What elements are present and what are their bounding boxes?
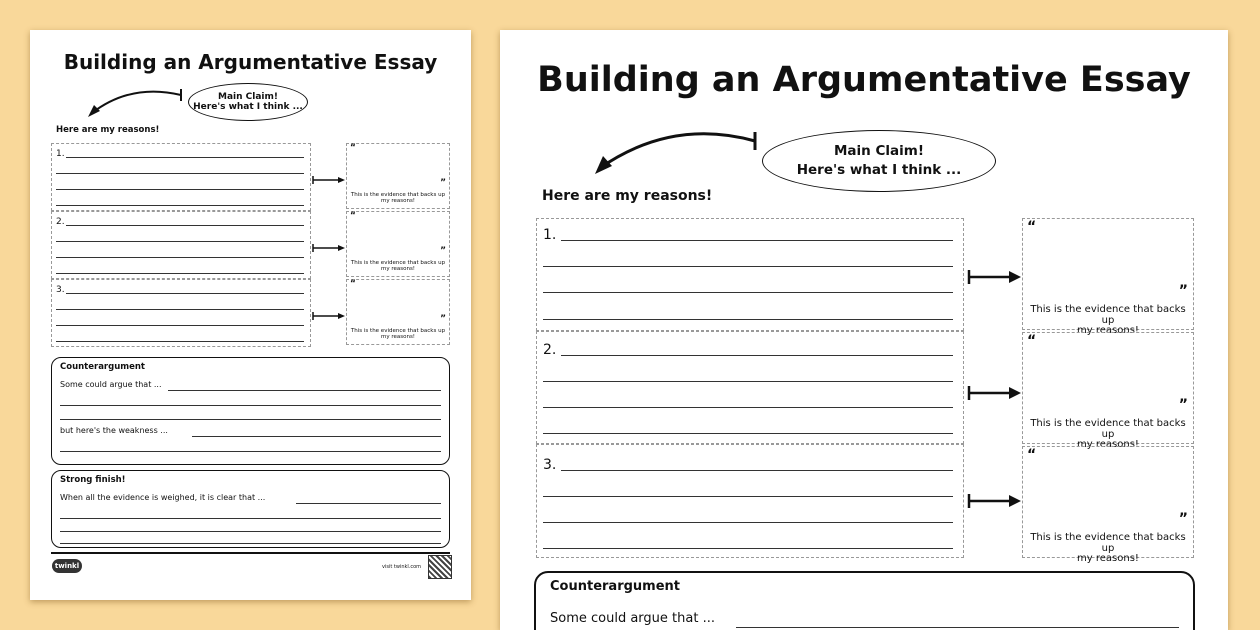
evidence-box-2 — [346, 211, 450, 277]
main-claim-label: Main Claim! — [834, 143, 924, 160]
evidence-caption: This is the evidence that backs up — [350, 328, 446, 334]
evidence-caption: This is the evidence that backs up — [1030, 304, 1186, 326]
reasons-heading: Here are my reasons! — [542, 188, 713, 204]
reason-number: 1. — [543, 227, 557, 243]
curved-arrow-icon — [592, 124, 762, 184]
main-claim-cloud — [188, 83, 308, 121]
counterargument-heading: Counterargument — [550, 579, 680, 594]
weakness-prompt: but here's the weakness ... — [60, 426, 168, 435]
open-quote: “ — [350, 143, 356, 153]
evidence-box-3 — [1022, 446, 1194, 564]
main-claim-cloud — [762, 130, 996, 192]
footer-url: visit twinkl.com — [382, 564, 422, 570]
reason-number: 2. — [543, 342, 557, 358]
reason-number: 3. — [56, 285, 65, 295]
main-claim-label: Main Claim! — [218, 92, 278, 102]
reason-box-3 — [51, 279, 311, 347]
evidence-box-2 — [1022, 332, 1194, 450]
close-quote: ” — [440, 314, 446, 324]
open-quote: “ — [1027, 333, 1037, 349]
close-quote: ” — [440, 246, 446, 256]
close-quote: ” — [1178, 283, 1188, 299]
evidence-caption-2: my reasons! — [1077, 553, 1139, 564]
reason-box-2 — [51, 211, 311, 279]
reason-box-2 — [536, 331, 964, 444]
worksheet-preview-small — [30, 30, 471, 600]
reasons-heading: Here are my reasons! — [56, 125, 160, 135]
open-quote: “ — [1027, 219, 1037, 235]
evidence-box-1 — [1022, 218, 1194, 336]
strong-finish-box — [51, 470, 450, 548]
qr-code-icon — [428, 555, 452, 579]
counter-prompt: Some could argue that ... — [60, 380, 162, 389]
page-title: Building an Argumentative Essay — [537, 60, 1191, 100]
counterargument-box — [51, 357, 450, 465]
strong-finish-heading: Strong finish! — [60, 475, 126, 485]
reason-number: 3. — [543, 457, 557, 473]
page-title: Building an Argumentative Essay — [63, 50, 438, 74]
reason-number: 1. — [56, 149, 65, 159]
counterargument-heading: Counterargument — [60, 362, 145, 372]
close-quote: ” — [1178, 511, 1188, 527]
close-quote: ” — [1178, 397, 1188, 413]
reason-box-1 — [51, 143, 311, 211]
footer-divider — [51, 552, 450, 554]
twinkl-logo: twinkl — [52, 559, 82, 573]
evidence-caption-2: my reasons! — [1077, 325, 1139, 336]
evidence-caption: This is the evidence that backs up — [350, 260, 446, 266]
open-quote: “ — [350, 279, 356, 289]
reason-box-1 — [536, 218, 964, 331]
reason-box-3 — [536, 444, 964, 558]
evidence-caption: This is the evidence that backs up — [350, 192, 446, 198]
evidence-caption-2: my reasons! — [380, 197, 416, 204]
worksheet-preview-large — [500, 30, 1228, 630]
evidence-box-3 — [346, 279, 450, 345]
open-quote: “ — [350, 211, 356, 221]
open-quote: “ — [1027, 447, 1037, 463]
close-quote: ” — [440, 178, 446, 188]
evidence-caption: This is the evidence that backs up — [1030, 418, 1186, 440]
arrow-right-icon — [312, 244, 346, 252]
arrow-right-icon — [312, 176, 346, 184]
arrow-right-icon — [312, 312, 346, 320]
curved-arrow-icon — [86, 85, 186, 120]
evidence-caption-2: my reasons! — [380, 333, 416, 340]
evidence-box-1 — [346, 143, 450, 209]
counterargument-box — [534, 571, 1195, 630]
arrow-right-icon — [967, 494, 1023, 508]
evidence-caption-2: my reasons! — [380, 265, 416, 272]
evidence-caption-2: my reasons! — [1077, 439, 1139, 450]
arrow-right-icon — [967, 386, 1023, 400]
reason-number: 2. — [56, 217, 65, 227]
main-claim-subtitle: Here's what I think ... — [796, 162, 962, 178]
main-claim-subtitle: Here's what I think ... — [193, 102, 303, 112]
arrow-right-icon — [967, 270, 1023, 284]
evidence-caption: This is the evidence that backs up — [1030, 532, 1186, 554]
counter-prompt: Some could argue that ... — [550, 611, 715, 626]
finish-prompt: When all the evidence is weighed, it is clear that ... — [60, 493, 266, 502]
